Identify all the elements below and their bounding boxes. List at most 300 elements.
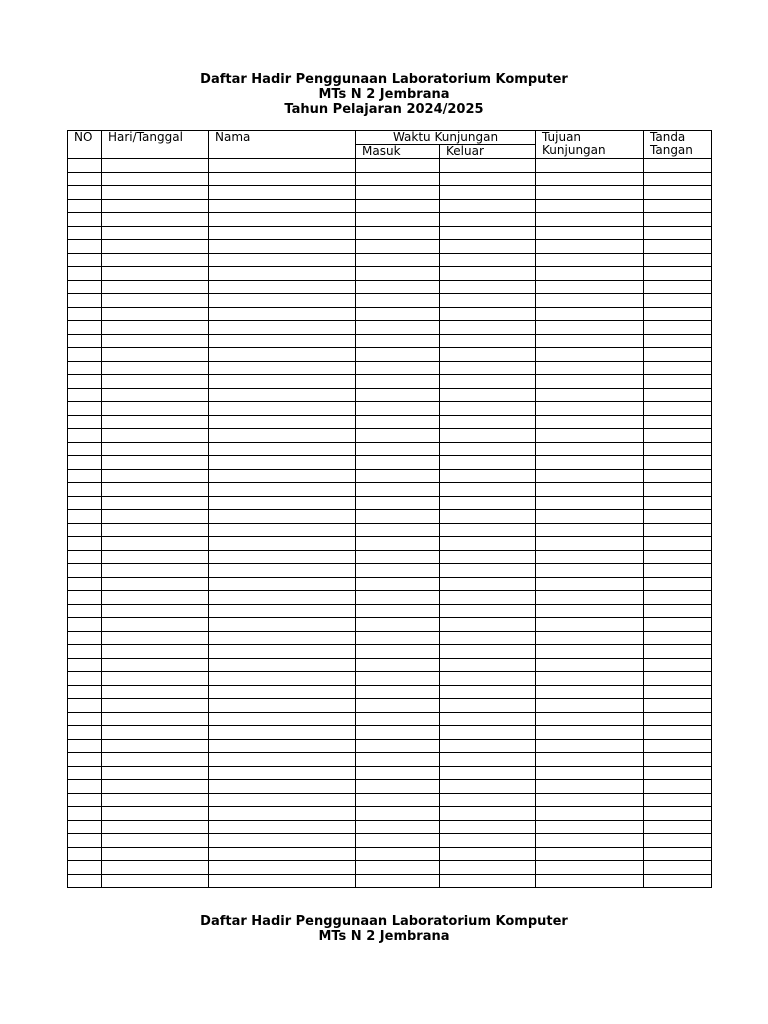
cell-no[interactable] xyxy=(68,415,102,429)
cell-purpose[interactable] xyxy=(536,442,644,456)
cell-date[interactable] xyxy=(102,348,209,362)
cell-date[interactable] xyxy=(102,712,209,726)
cell-no[interactable] xyxy=(68,375,102,389)
cell-time-out[interactable] xyxy=(440,523,536,537)
cell-purpose[interactable] xyxy=(536,402,644,416)
cell-time-out[interactable] xyxy=(440,375,536,389)
cell-purpose[interactable] xyxy=(536,348,644,362)
cell-time-in[interactable] xyxy=(356,834,440,848)
cell-signature[interactable] xyxy=(644,591,712,605)
cell-name[interactable] xyxy=(209,240,356,254)
cell-purpose[interactable] xyxy=(536,564,644,578)
cell-no[interactable] xyxy=(68,186,102,200)
cell-time-out[interactable] xyxy=(440,631,536,645)
cell-date[interactable] xyxy=(102,361,209,375)
cell-purpose[interactable] xyxy=(536,604,644,618)
cell-name[interactable] xyxy=(209,510,356,524)
cell-purpose[interactable] xyxy=(536,456,644,470)
cell-no[interactable] xyxy=(68,739,102,753)
cell-time-out[interactable] xyxy=(440,307,536,321)
cell-time-out[interactable] xyxy=(440,361,536,375)
cell-date[interactable] xyxy=(102,753,209,767)
cell-date[interactable] xyxy=(102,469,209,483)
cell-time-in[interactable] xyxy=(356,429,440,443)
cell-no[interactable] xyxy=(68,618,102,632)
cell-signature[interactable] xyxy=(644,793,712,807)
cell-purpose[interactable] xyxy=(536,253,644,267)
cell-time-out[interactable] xyxy=(440,213,536,227)
cell-time-out[interactable] xyxy=(440,294,536,308)
cell-time-out[interactable] xyxy=(440,847,536,861)
cell-time-out[interactable] xyxy=(440,780,536,794)
cell-name[interactable] xyxy=(209,334,356,348)
cell-no[interactable] xyxy=(68,685,102,699)
cell-name[interactable] xyxy=(209,415,356,429)
cell-time-out[interactable] xyxy=(440,564,536,578)
cell-date[interactable] xyxy=(102,334,209,348)
cell-purpose[interactable] xyxy=(536,847,644,861)
cell-signature[interactable] xyxy=(644,172,712,186)
cell-no[interactable] xyxy=(68,604,102,618)
cell-signature[interactable] xyxy=(644,280,712,294)
cell-name[interactable] xyxy=(209,820,356,834)
cell-no[interactable] xyxy=(68,766,102,780)
cell-signature[interactable] xyxy=(644,604,712,618)
cell-time-in[interactable] xyxy=(356,874,440,888)
cell-date[interactable] xyxy=(102,631,209,645)
cell-signature[interactable] xyxy=(644,766,712,780)
cell-time-out[interactable] xyxy=(440,685,536,699)
cell-no[interactable] xyxy=(68,267,102,281)
cell-date[interactable] xyxy=(102,807,209,821)
cell-purpose[interactable] xyxy=(536,874,644,888)
cell-purpose[interactable] xyxy=(536,577,644,591)
cell-date[interactable] xyxy=(102,820,209,834)
cell-name[interactable] xyxy=(209,564,356,578)
cell-name[interactable] xyxy=(209,618,356,632)
cell-name[interactable] xyxy=(209,577,356,591)
cell-name[interactable] xyxy=(209,375,356,389)
cell-date[interactable] xyxy=(102,280,209,294)
cell-time-out[interactable] xyxy=(440,402,536,416)
cell-name[interactable] xyxy=(209,658,356,672)
cell-signature[interactable] xyxy=(644,537,712,551)
cell-name[interactable] xyxy=(209,847,356,861)
cell-time-in[interactable] xyxy=(356,483,440,497)
cell-time-in[interactable] xyxy=(356,442,440,456)
cell-time-in[interactable] xyxy=(356,159,440,173)
cell-time-out[interactable] xyxy=(440,267,536,281)
cell-time-out[interactable] xyxy=(440,510,536,524)
cell-date[interactable] xyxy=(102,699,209,713)
cell-name[interactable] xyxy=(209,537,356,551)
cell-date[interactable] xyxy=(102,672,209,686)
cell-purpose[interactable] xyxy=(536,496,644,510)
cell-time-in[interactable] xyxy=(356,766,440,780)
cell-purpose[interactable] xyxy=(536,645,644,659)
cell-purpose[interactable] xyxy=(536,510,644,524)
cell-date[interactable] xyxy=(102,429,209,443)
cell-no[interactable] xyxy=(68,456,102,470)
cell-no[interactable] xyxy=(68,820,102,834)
cell-time-out[interactable] xyxy=(440,334,536,348)
cell-signature[interactable] xyxy=(644,226,712,240)
cell-no[interactable] xyxy=(68,429,102,443)
cell-time-in[interactable] xyxy=(356,658,440,672)
cell-purpose[interactable] xyxy=(536,712,644,726)
cell-purpose[interactable] xyxy=(536,240,644,254)
cell-time-out[interactable] xyxy=(440,429,536,443)
cell-no[interactable] xyxy=(68,645,102,659)
cell-time-in[interactable] xyxy=(356,348,440,362)
cell-name[interactable] xyxy=(209,159,356,173)
cell-time-in[interactable] xyxy=(356,699,440,713)
cell-no[interactable] xyxy=(68,388,102,402)
cell-signature[interactable] xyxy=(644,807,712,821)
cell-no[interactable] xyxy=(68,334,102,348)
cell-time-in[interactable] xyxy=(356,550,440,564)
cell-no[interactable] xyxy=(68,240,102,254)
cell-purpose[interactable] xyxy=(536,483,644,497)
cell-signature[interactable] xyxy=(644,240,712,254)
cell-time-out[interactable] xyxy=(440,807,536,821)
cell-name[interactable] xyxy=(209,523,356,537)
cell-time-out[interactable] xyxy=(440,672,536,686)
cell-no[interactable] xyxy=(68,537,102,551)
cell-date[interactable] xyxy=(102,537,209,551)
cell-name[interactable] xyxy=(209,388,356,402)
cell-time-in[interactable] xyxy=(356,564,440,578)
cell-purpose[interactable] xyxy=(536,388,644,402)
cell-signature[interactable] xyxy=(644,523,712,537)
cell-time-out[interactable] xyxy=(440,321,536,335)
cell-time-in[interactable] xyxy=(356,469,440,483)
cell-name[interactable] xyxy=(209,469,356,483)
cell-name[interactable] xyxy=(209,672,356,686)
cell-purpose[interactable] xyxy=(536,361,644,375)
cell-purpose[interactable] xyxy=(536,186,644,200)
cell-name[interactable] xyxy=(209,496,356,510)
cell-signature[interactable] xyxy=(644,753,712,767)
cell-time-out[interactable] xyxy=(440,415,536,429)
cell-name[interactable] xyxy=(209,186,356,200)
cell-name[interactable] xyxy=(209,253,356,267)
cell-name[interactable] xyxy=(209,834,356,848)
cell-name[interactable] xyxy=(209,199,356,213)
cell-time-in[interactable] xyxy=(356,496,440,510)
cell-no[interactable] xyxy=(68,807,102,821)
cell-time-out[interactable] xyxy=(440,753,536,767)
cell-purpose[interactable] xyxy=(536,334,644,348)
cell-signature[interactable] xyxy=(644,712,712,726)
cell-time-in[interactable] xyxy=(356,726,440,740)
cell-no[interactable] xyxy=(68,226,102,240)
cell-name[interactable] xyxy=(209,631,356,645)
cell-no[interactable] xyxy=(68,510,102,524)
cell-signature[interactable] xyxy=(644,847,712,861)
cell-time-in[interactable] xyxy=(356,739,440,753)
cell-purpose[interactable] xyxy=(536,213,644,227)
cell-name[interactable] xyxy=(209,766,356,780)
cell-time-in[interactable] xyxy=(356,267,440,281)
cell-purpose[interactable] xyxy=(536,226,644,240)
cell-no[interactable] xyxy=(68,631,102,645)
cell-signature[interactable] xyxy=(644,726,712,740)
cell-purpose[interactable] xyxy=(536,726,644,740)
cell-time-out[interactable] xyxy=(440,861,536,875)
cell-signature[interactable] xyxy=(644,631,712,645)
cell-signature[interactable] xyxy=(644,861,712,875)
cell-time-out[interactable] xyxy=(440,253,536,267)
cell-purpose[interactable] xyxy=(536,820,644,834)
cell-purpose[interactable] xyxy=(536,172,644,186)
cell-name[interactable] xyxy=(209,753,356,767)
cell-signature[interactable] xyxy=(644,550,712,564)
cell-date[interactable] xyxy=(102,294,209,308)
cell-date[interactable] xyxy=(102,483,209,497)
cell-time-in[interactable] xyxy=(356,415,440,429)
cell-name[interactable] xyxy=(209,861,356,875)
cell-purpose[interactable] xyxy=(536,375,644,389)
cell-date[interactable] xyxy=(102,685,209,699)
cell-name[interactable] xyxy=(209,280,356,294)
cell-date[interactable] xyxy=(102,240,209,254)
cell-date[interactable] xyxy=(102,577,209,591)
cell-purpose[interactable] xyxy=(536,469,644,483)
cell-time-in[interactable] xyxy=(356,361,440,375)
cell-no[interactable] xyxy=(68,469,102,483)
cell-time-out[interactable] xyxy=(440,550,536,564)
cell-no[interactable] xyxy=(68,361,102,375)
cell-signature[interactable] xyxy=(644,618,712,632)
cell-time-out[interactable] xyxy=(440,604,536,618)
cell-time-in[interactable] xyxy=(356,712,440,726)
cell-date[interactable] xyxy=(102,780,209,794)
cell-signature[interactable] xyxy=(644,334,712,348)
cell-date[interactable] xyxy=(102,159,209,173)
cell-date[interactable] xyxy=(102,213,209,227)
cell-name[interactable] xyxy=(209,699,356,713)
cell-time-in[interactable] xyxy=(356,672,440,686)
cell-no[interactable] xyxy=(68,321,102,335)
cell-signature[interactable] xyxy=(644,820,712,834)
cell-purpose[interactable] xyxy=(536,415,644,429)
cell-signature[interactable] xyxy=(644,645,712,659)
cell-no[interactable] xyxy=(68,834,102,848)
cell-name[interactable] xyxy=(209,780,356,794)
cell-purpose[interactable] xyxy=(536,807,644,821)
cell-name[interactable] xyxy=(209,429,356,443)
cell-time-out[interactable] xyxy=(440,172,536,186)
cell-no[interactable] xyxy=(68,753,102,767)
cell-time-in[interactable] xyxy=(356,591,440,605)
cell-no[interactable] xyxy=(68,591,102,605)
cell-time-in[interactable] xyxy=(356,375,440,389)
cell-no[interactable] xyxy=(68,577,102,591)
cell-date[interactable] xyxy=(102,388,209,402)
cell-time-out[interactable] xyxy=(440,712,536,726)
cell-purpose[interactable] xyxy=(536,672,644,686)
cell-no[interactable] xyxy=(68,712,102,726)
cell-time-out[interactable] xyxy=(440,496,536,510)
cell-time-in[interactable] xyxy=(356,280,440,294)
cell-time-out[interactable] xyxy=(440,618,536,632)
cell-date[interactable] xyxy=(102,658,209,672)
cell-no[interactable] xyxy=(68,847,102,861)
cell-name[interactable] xyxy=(209,226,356,240)
cell-signature[interactable] xyxy=(644,199,712,213)
cell-time-in[interactable] xyxy=(356,807,440,821)
cell-date[interactable] xyxy=(102,523,209,537)
cell-date[interactable] xyxy=(102,442,209,456)
cell-purpose[interactable] xyxy=(536,537,644,551)
cell-date[interactable] xyxy=(102,375,209,389)
cell-date[interactable] xyxy=(102,226,209,240)
cell-time-in[interactable] xyxy=(356,645,440,659)
cell-purpose[interactable] xyxy=(536,550,644,564)
cell-date[interactable] xyxy=(102,267,209,281)
cell-name[interactable] xyxy=(209,307,356,321)
cell-purpose[interactable] xyxy=(536,159,644,173)
cell-time-out[interactable] xyxy=(440,280,536,294)
cell-time-out[interactable] xyxy=(440,456,536,470)
cell-no[interactable] xyxy=(68,564,102,578)
cell-name[interactable] xyxy=(209,172,356,186)
cell-signature[interactable] xyxy=(644,456,712,470)
cell-no[interactable] xyxy=(68,442,102,456)
cell-name[interactable] xyxy=(209,726,356,740)
cell-signature[interactable] xyxy=(644,307,712,321)
cell-date[interactable] xyxy=(102,874,209,888)
cell-date[interactable] xyxy=(102,307,209,321)
cell-date[interactable] xyxy=(102,496,209,510)
cell-time-out[interactable] xyxy=(440,348,536,362)
cell-no[interactable] xyxy=(68,793,102,807)
cell-name[interactable] xyxy=(209,456,356,470)
cell-signature[interactable] xyxy=(644,483,712,497)
cell-date[interactable] xyxy=(102,510,209,524)
cell-name[interactable] xyxy=(209,712,356,726)
cell-signature[interactable] xyxy=(644,469,712,483)
cell-time-out[interactable] xyxy=(440,591,536,605)
cell-date[interactable] xyxy=(102,847,209,861)
cell-time-in[interactable] xyxy=(356,334,440,348)
cell-time-out[interactable] xyxy=(440,658,536,672)
cell-no[interactable] xyxy=(68,483,102,497)
cell-name[interactable] xyxy=(209,793,356,807)
cell-signature[interactable] xyxy=(644,348,712,362)
cell-time-in[interactable] xyxy=(356,618,440,632)
cell-time-in[interactable] xyxy=(356,456,440,470)
cell-time-out[interactable] xyxy=(440,226,536,240)
cell-time-out[interactable] xyxy=(440,483,536,497)
cell-time-out[interactable] xyxy=(440,739,536,753)
cell-purpose[interactable] xyxy=(536,523,644,537)
cell-purpose[interactable] xyxy=(536,280,644,294)
cell-purpose[interactable] xyxy=(536,685,644,699)
cell-purpose[interactable] xyxy=(536,861,644,875)
cell-date[interactable] xyxy=(102,564,209,578)
cell-signature[interactable] xyxy=(644,780,712,794)
cell-name[interactable] xyxy=(209,874,356,888)
cell-time-in[interactable] xyxy=(356,523,440,537)
cell-date[interactable] xyxy=(102,726,209,740)
cell-signature[interactable] xyxy=(644,442,712,456)
cell-signature[interactable] xyxy=(644,361,712,375)
cell-time-in[interactable] xyxy=(356,793,440,807)
cell-time-in[interactable] xyxy=(356,847,440,861)
cell-time-out[interactable] xyxy=(440,442,536,456)
cell-time-out[interactable] xyxy=(440,699,536,713)
cell-no[interactable] xyxy=(68,199,102,213)
cell-no[interactable] xyxy=(68,780,102,794)
cell-no[interactable] xyxy=(68,523,102,537)
cell-purpose[interactable] xyxy=(536,739,644,753)
cell-purpose[interactable] xyxy=(536,591,644,605)
cell-name[interactable] xyxy=(209,739,356,753)
cell-date[interactable] xyxy=(102,861,209,875)
cell-name[interactable] xyxy=(209,321,356,335)
cell-signature[interactable] xyxy=(644,658,712,672)
cell-time-in[interactable] xyxy=(356,253,440,267)
cell-purpose[interactable] xyxy=(536,199,644,213)
cell-date[interactable] xyxy=(102,591,209,605)
cell-time-in[interactable] xyxy=(356,402,440,416)
cell-name[interactable] xyxy=(209,361,356,375)
cell-no[interactable] xyxy=(68,213,102,227)
cell-no[interactable] xyxy=(68,172,102,186)
cell-signature[interactable] xyxy=(644,253,712,267)
cell-time-in[interactable] xyxy=(356,294,440,308)
cell-purpose[interactable] xyxy=(536,267,644,281)
cell-time-in[interactable] xyxy=(356,226,440,240)
cell-time-out[interactable] xyxy=(440,645,536,659)
cell-time-in[interactable] xyxy=(356,321,440,335)
cell-time-in[interactable] xyxy=(356,753,440,767)
cell-time-in[interactable] xyxy=(356,172,440,186)
cell-purpose[interactable] xyxy=(536,429,644,443)
cell-time-in[interactable] xyxy=(356,631,440,645)
cell-signature[interactable] xyxy=(644,739,712,753)
cell-date[interactable] xyxy=(102,415,209,429)
cell-time-in[interactable] xyxy=(356,861,440,875)
cell-signature[interactable] xyxy=(644,564,712,578)
cell-no[interactable] xyxy=(68,726,102,740)
cell-time-out[interactable] xyxy=(440,388,536,402)
cell-name[interactable] xyxy=(209,294,356,308)
cell-time-out[interactable] xyxy=(440,240,536,254)
cell-no[interactable] xyxy=(68,496,102,510)
cell-signature[interactable] xyxy=(644,429,712,443)
cell-time-out[interactable] xyxy=(440,766,536,780)
cell-time-in[interactable] xyxy=(356,307,440,321)
cell-signature[interactable] xyxy=(644,388,712,402)
cell-date[interactable] xyxy=(102,645,209,659)
cell-signature[interactable] xyxy=(644,874,712,888)
cell-name[interactable] xyxy=(209,213,356,227)
cell-time-in[interactable] xyxy=(356,780,440,794)
cell-purpose[interactable] xyxy=(536,753,644,767)
cell-purpose[interactable] xyxy=(536,834,644,848)
cell-date[interactable] xyxy=(102,253,209,267)
cell-date[interactable] xyxy=(102,402,209,416)
cell-name[interactable] xyxy=(209,442,356,456)
cell-time-in[interactable] xyxy=(356,199,440,213)
cell-name[interactable] xyxy=(209,604,356,618)
cell-name[interactable] xyxy=(209,807,356,821)
cell-no[interactable] xyxy=(68,658,102,672)
cell-signature[interactable] xyxy=(644,510,712,524)
